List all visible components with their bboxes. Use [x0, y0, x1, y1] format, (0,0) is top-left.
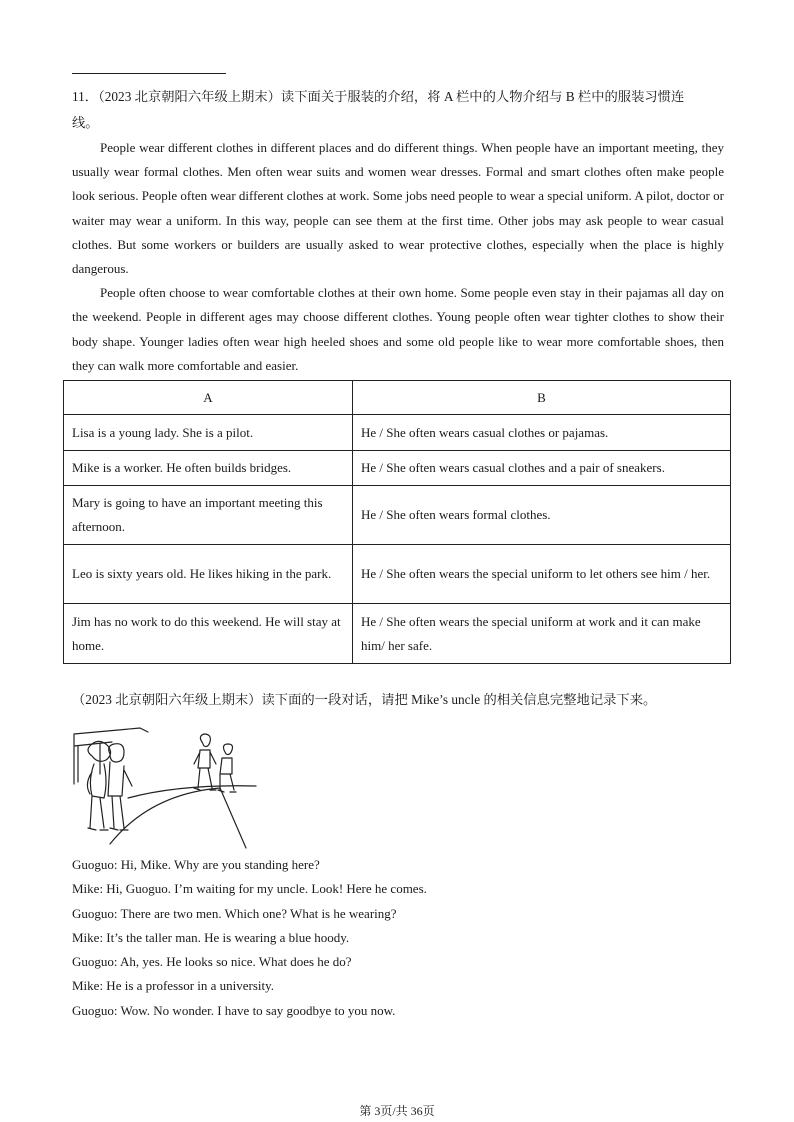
question-11-title: [72, 84, 728, 136]
building-frame: [74, 728, 148, 784]
man-figure-tall: [194, 734, 216, 790]
page-footer: 第 3页/共 36页: [359, 1104, 435, 1118]
column-a-cell: Mary is going to have an important meeting this afternoon.: [64, 486, 353, 545]
question-12-title: （2023 北京朝阳六年级上期末）读下面的一段对话，请把 Mike’s uncle 的相关信息完整地记录下来。: [72, 692, 657, 707]
column-b-header: B: [353, 381, 731, 415]
column-b-cell: He / She often wears the special uniform to let others see him / her.: [353, 545, 731, 604]
dialog-line: Mike: He is a professor in a university.: [72, 978, 275, 994]
man-figure-short: [218, 744, 236, 792]
girl-figure: [87, 741, 110, 830]
dialog-line: Guoguo: Hi, Mike. Why are you standing here?: [72, 857, 320, 872]
column-b-cell: He / She often wears casual clothes or pajamas.: [353, 415, 731, 451]
table-row: [64, 415, 731, 451]
dialog-line: Mike: It’s the taller man. He is wearing a blue hoody.: [72, 929, 350, 945]
matching-table: [63, 380, 731, 664]
dialog-line: Mike: Hi, Guoguo. I’m waiting for my uncle. Look! Here he comes.: [72, 881, 427, 897]
table-row: [64, 604, 731, 664]
road-edge: [110, 786, 256, 848]
question-11-title-line1: 11．（2023 北京朝阳六年级上期末）读下面关于服装的介绍，将 A 栏中的人物介绍与 B 栏中的服装习惯连: [72, 89, 685, 104]
table-row: [64, 545, 731, 604]
column-b-cell: He / She often wears the special uniform at work and it can make him/ her safe.: [353, 604, 731, 664]
column-b-cell: He / She often wears formal clothes.: [353, 486, 731, 545]
dialog-line: Guoguo: There are two men. Which one? What is he wearing?: [72, 905, 397, 921]
table-header-row: [64, 381, 731, 415]
column-a-cell: Leo is sixty years old. He likes hiking in the park.: [64, 545, 353, 604]
column-a-cell: Jim has no work to do this weekend. He will stay at home.: [64, 604, 353, 664]
column-a-cell: Lisa is a young lady. She is a pilot.: [64, 415, 353, 451]
dialog-line: Guoguo: Wow. No wonder. I have to say goodbye to you now.: [72, 1002, 396, 1018]
reading-passage: [72, 136, 724, 378]
question-11-title-line2: 线。: [72, 115, 99, 130]
passage-paragraph-1: People wear different clothes in different places and do different things. When people have an important meeting, they usually wear formal clothes. Men often wear suits and women wear dresses. Formal and smart clothes often make people look serious. People often wear different clothes at work. Some jobs need people to wear a special uniform. A pilot, doctor or waiter may wear a uniform. In this way, people can see them at the first time. Other jobs may ask people to wear casual clothes. But some workers or builders are usually asked to wear protective clothes, especially when the place is highly dangerous.: [72, 140, 724, 277]
dialog-line: Guoguo: Ah, yes. He looks so nice. What does he do?: [72, 954, 352, 970]
column-b-cell: He / She often wears casual clothes and a pair of sneakers.: [353, 451, 731, 486]
table-row: [64, 486, 731, 545]
column-a-cell: Mike is a worker. He often builds bridges.: [64, 451, 353, 486]
boy-figure: [108, 744, 132, 830]
column-a-header: A: [64, 381, 353, 415]
top-rule: [72, 73, 226, 74]
passage-paragraph-2: People often choose to wear comfortable clothes at their own home. Some people even stay in their pajamas all day on the weekend. People in different ages may choose different clothes. Young people often wear tighter clothes to show their body shape. Younger ladies often wear high heeled shoes and some old people like to wear more comfortable shoes, then they can walk more comfortable and easier.: [72, 285, 724, 373]
dialog-text: [72, 853, 722, 1023]
dialog-illustration: [70, 724, 266, 854]
table-row: [64, 451, 731, 486]
